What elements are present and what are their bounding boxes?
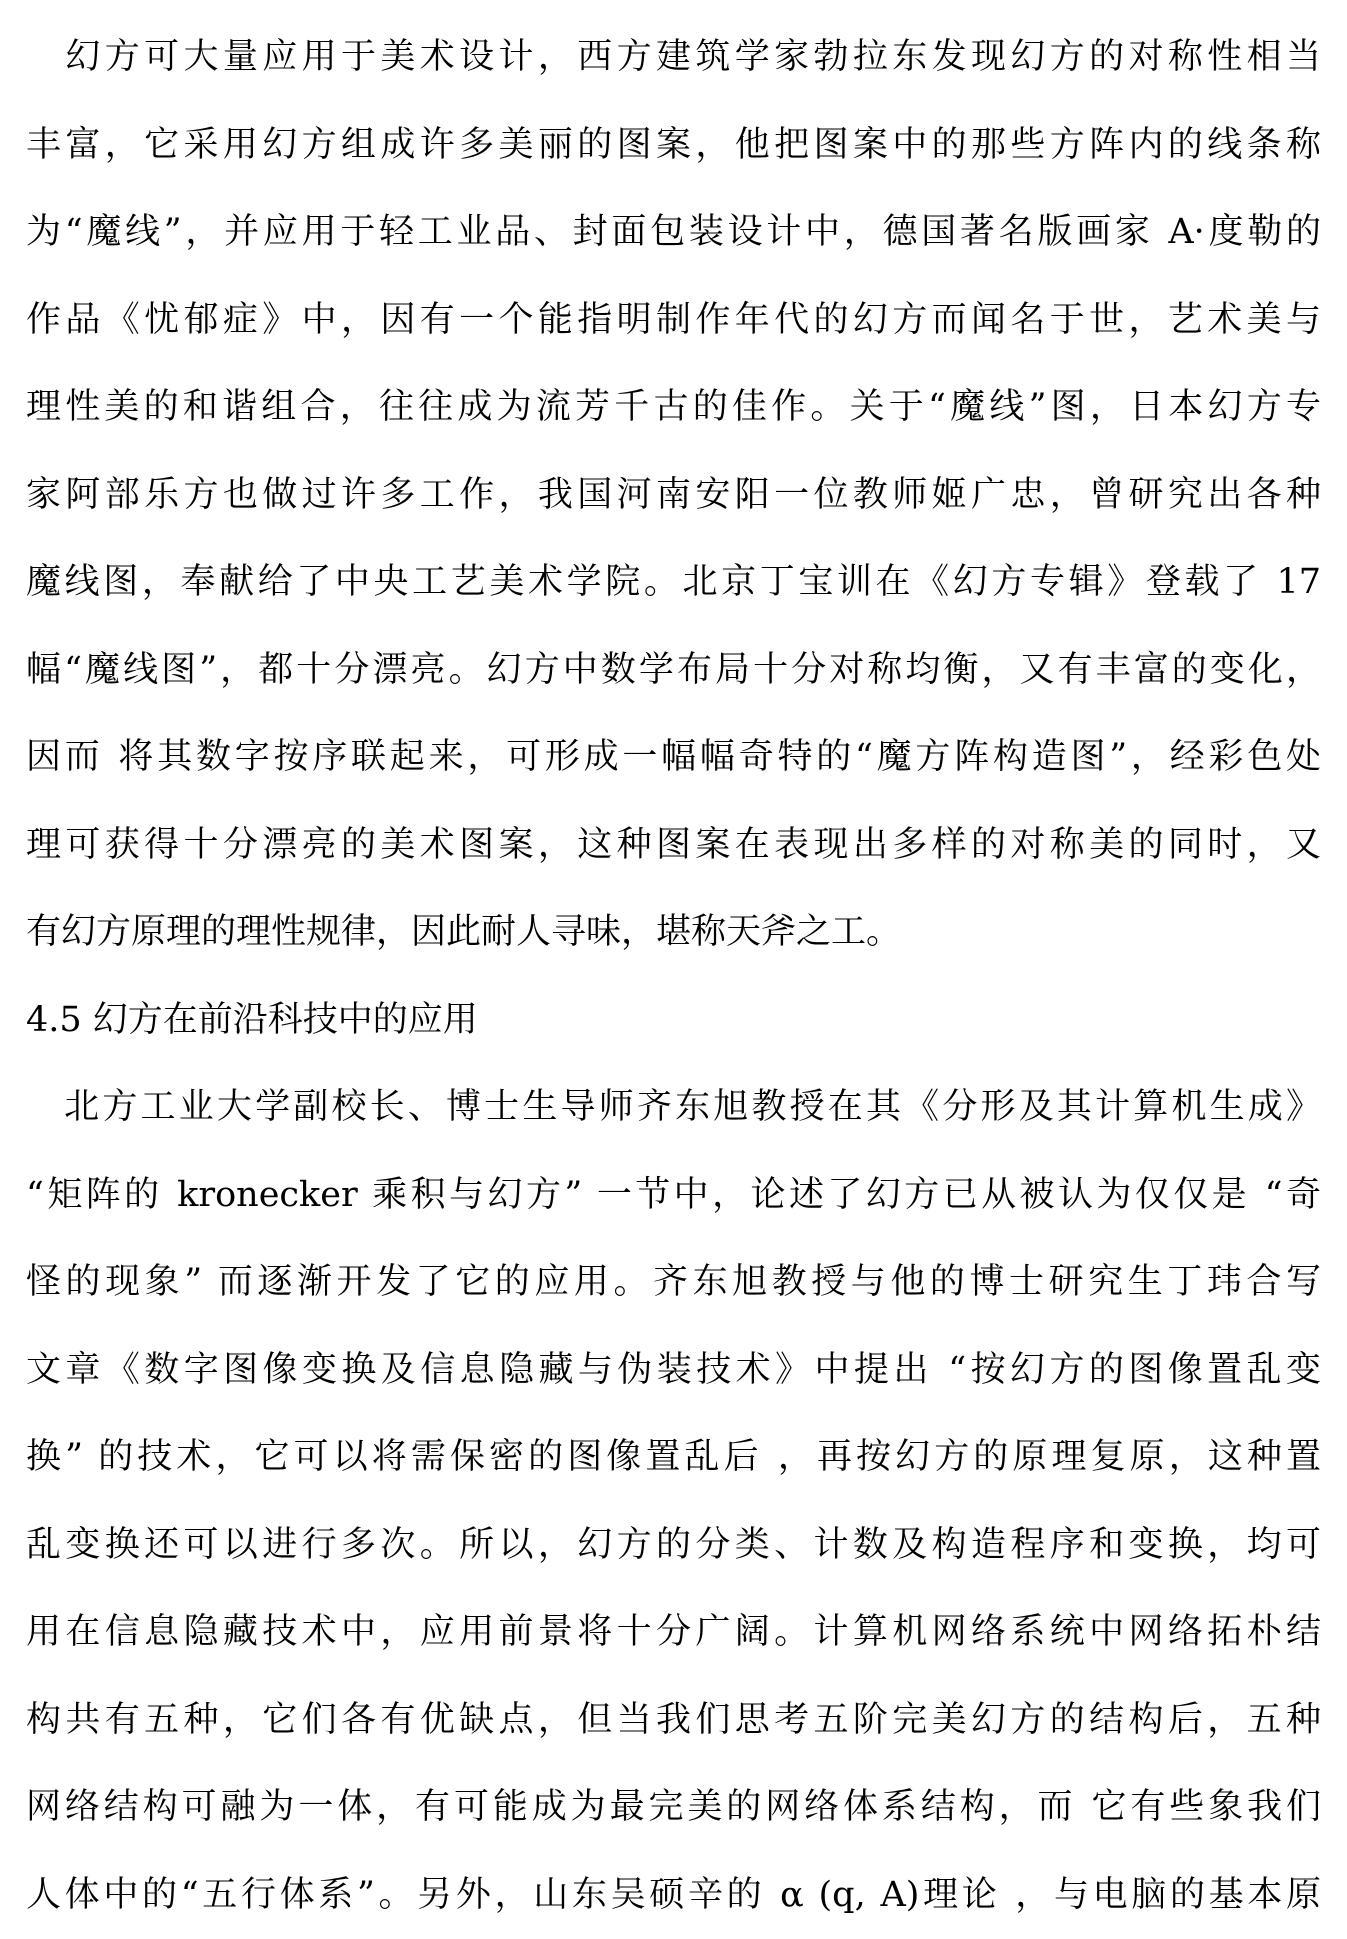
paragraph-line: 用在信息隐藏技术中，应用前景将十分广阔。计算机网络系统中网络拓朴结 bbox=[26, 1589, 1321, 1677]
paragraph-line: 作品《忧郁症》中，因有一个能指明制作年代的幻方而闻名于世，艺术美与 bbox=[26, 277, 1321, 365]
paragraph-line: 乱变换还可以进行多次。所以，幻方的分类、计数及构造程序和变换，均可 bbox=[26, 1502, 1321, 1590]
paragraph-frontier-tech bbox=[26, 1064, 1321, 1939]
paragraph-line: 理性美的和谐组合，往往成为流芳千古的佳作。关于“魔线”图，日本幻方专 bbox=[26, 364, 1321, 452]
paragraph-line: 幅“魔线图”，都十分漂亮。幻方中数学布局十分对称均衡，又有丰富的变化， bbox=[26, 627, 1321, 715]
paragraph-line: 魔线图，奉献给了中央工艺美术学院。北京丁宝训在《幻方专辑》登载了 17 bbox=[26, 539, 1321, 627]
paragraph-line: “矩阵的 kronecker 乘积与幻方” 一节中，论述了幻方已从被认为仅仅是 “奇 bbox=[26, 1152, 1321, 1240]
paragraph-line: 有幻方原理的理性规律，因此耐人寻味，堪称天斧之工。 bbox=[26, 889, 1321, 977]
paragraph-line: 换” 的技术，它可以将需保密的图像置乱后 ，再按幻方的原理复原，这种置 bbox=[26, 1414, 1321, 1502]
section-heading: 4.5 幻方在前沿科技中的应用 bbox=[26, 977, 1321, 1065]
document-page bbox=[26, 14, 1321, 1939]
paragraph-line: 理可获得十分漂亮的美术图案，这种图案在表现出多样的对称美的同时，又 bbox=[26, 802, 1321, 890]
paragraph-art-design bbox=[26, 14, 1321, 977]
paragraph-line: 因而 将其数字按序联起来，可形成一幅幅奇特的“魔方阵构造图”，经彩色处 bbox=[26, 714, 1321, 802]
paragraph-line: 丰富，它采用幻方组成许多美丽的图案，他把图案中的那些方阵内的线条称 bbox=[26, 102, 1321, 190]
paragraph-line: 构共有五种，它们各有优缺点，但当我们思考五阶完美幻方的结构后，五种 bbox=[26, 1677, 1321, 1765]
paragraph-line: 文章《数字图像变换及信息隐藏与伪装技术》中提出 “按幻方的图像置乱变 bbox=[26, 1327, 1321, 1415]
paragraph-line: 人体中的“五行体系”。另外，山东吴硕辛的 α (q, A)理论 ，与电脑的基本原 bbox=[26, 1852, 1321, 1939]
paragraph-line: 幻方可大量应用于美术设计，西方建筑学家勃拉东发现幻方的对称性相当 bbox=[26, 14, 1321, 102]
paragraph-line: 怪的现象” 而逐渐开发了它的应用。齐东旭教授与他的博士研究生丁玮合写 bbox=[26, 1239, 1321, 1327]
paragraph-line: 网络结构可融为一体，有可能成为最完美的网络体系结构，而 它有些象我们 bbox=[26, 1764, 1321, 1852]
paragraph-line: 为“魔线”，并应用于轻工业品、封面包装设计中，德国著名版画家 A·度勒的 bbox=[26, 189, 1321, 277]
paragraph-line: 北方工业大学副校长、博士生导师齐东旭教授在其《分形及其计算机生成》 bbox=[26, 1064, 1321, 1152]
paragraph-line: 家阿部乐方也做过许多工作，我国河南安阳一位教师姬广忠，曾研究出各种 bbox=[26, 452, 1321, 540]
